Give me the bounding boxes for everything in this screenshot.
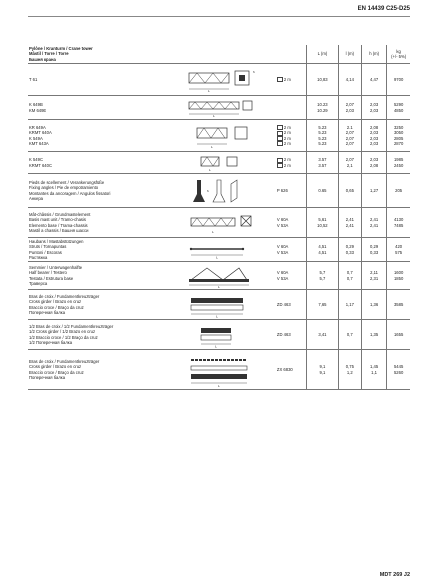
table-row	[28, 120, 410, 152]
value-line: 3,41	[318, 331, 327, 337]
value-line: 2,41	[370, 217, 379, 223]
value-kg	[387, 350, 410, 390]
value-line: 2,08	[370, 125, 379, 131]
svg-text:L: L	[209, 167, 212, 172]
value-line: 2805	[393, 135, 404, 141]
col-header-h: h (m)	[361, 45, 386, 64]
value-line: 2,03	[370, 157, 379, 163]
component-code	[275, 174, 307, 208]
name-line: Поперечная балка	[29, 309, 66, 315]
value-kg	[387, 290, 410, 320]
value-line: 2,1	[346, 162, 353, 168]
header-rule	[28, 16, 410, 17]
components-table	[28, 45, 410, 390]
component-code	[275, 152, 307, 174]
svg-text:L: L	[218, 284, 221, 288]
value-line: 2,31	[370, 275, 379, 281]
code-line	[277, 367, 305, 372]
table-row	[28, 174, 410, 208]
name-line: Semmier / Unterwagenhalfte	[29, 265, 83, 271]
name-line: Cross girder / Brazo en cruz	[29, 299, 82, 305]
page-number: MDT 269 J2	[379, 572, 410, 578]
code-text: 2 m	[283, 157, 291, 163]
value-line: 10,83	[317, 76, 328, 82]
name-line: Mastil a chassis / Башня шасси	[29, 227, 89, 233]
value-line: 10.23	[317, 102, 328, 108]
value-line: 2,41	[370, 222, 379, 228]
value-w	[338, 152, 361, 174]
value-line: 2,03	[345, 107, 354, 113]
name-line: Fixing angles / Pie de empotramiento	[29, 185, 99, 191]
value-l	[307, 262, 339, 290]
value-line: 2.1	[346, 125, 353, 131]
name-line: Puntoni / Escoras	[29, 249, 62, 255]
value-line: 2,03	[370, 107, 379, 113]
value-line: 4850	[393, 107, 404, 113]
name-line: 1/2 Braccio croce / 1/2 Braço da cruz	[29, 334, 98, 340]
value-line: 0,7	[346, 270, 353, 276]
name-line: Pieds de scellement / Verankerungsfüße	[29, 180, 105, 186]
value-line: 5,7	[319, 270, 326, 276]
section-box-icon	[277, 163, 283, 168]
value-line: 1,27	[370, 187, 379, 193]
table-row	[28, 96, 410, 120]
svg-text:L: L	[211, 144, 214, 149]
code-text: V 53A	[276, 275, 289, 281]
name-line: Basis mast unit / Tramo-chasis	[29, 217, 87, 223]
name-line: KRMT 640C	[29, 162, 52, 168]
value-h	[361, 320, 386, 350]
table-row	[28, 290, 410, 320]
value-w	[338, 290, 361, 320]
section-box-icon	[277, 141, 283, 146]
value-line: 9,1	[319, 369, 326, 375]
value-w	[338, 208, 361, 238]
value-line: 2,07	[345, 130, 354, 136]
component-code	[275, 120, 307, 152]
svg-text:h: h	[253, 69, 255, 74]
value-line: 2,03	[370, 102, 379, 108]
table-row	[28, 238, 410, 262]
component-name	[28, 262, 186, 290]
value-line: 10,52	[317, 222, 328, 228]
value-line: 5,61	[318, 217, 327, 223]
value-kg	[387, 64, 410, 96]
value-kg	[387, 152, 410, 174]
code-text: 2 m	[283, 76, 291, 82]
table-row	[28, 152, 410, 174]
value-l	[307, 238, 339, 262]
value-l	[307, 96, 339, 120]
name-line: KM 649E	[29, 107, 47, 113]
value-line: 1600	[393, 270, 404, 276]
name-line: Braccio croce / Braço da cruz	[29, 369, 84, 375]
component-drawing	[186, 238, 275, 262]
value-line: 420	[395, 244, 403, 250]
component-name	[28, 96, 186, 120]
name-line: Montantes da ancoragem / Angulos fissatori	[29, 190, 111, 196]
name-line: Cross girder / Brazo en cruz	[29, 364, 82, 370]
value-line: 0,29	[370, 244, 379, 250]
name-line: K 549C	[29, 157, 43, 163]
value-w	[338, 350, 361, 390]
code-text: V 53A	[276, 249, 289, 255]
value-line: 4,51	[318, 244, 327, 250]
code-text: 2 m	[283, 124, 291, 130]
value-line: 4,14	[345, 76, 354, 82]
component-drawing	[186, 208, 275, 238]
svg-text:L: L	[212, 229, 215, 234]
component-name	[28, 152, 186, 174]
value-kg	[387, 120, 410, 152]
code-text: 2 m	[283, 135, 291, 141]
title-line: Mâstil / Torre / Torre	[29, 51, 69, 57]
value-line: 4,51	[318, 249, 327, 255]
value-line: 3585	[393, 301, 404, 307]
value-line: 9,1	[319, 364, 326, 370]
code-text: V 60A	[276, 270, 289, 276]
value-w	[338, 238, 361, 262]
value-line: 7,65	[318, 301, 327, 307]
value-line: 5445	[393, 364, 404, 370]
code-text: 2 m	[283, 130, 291, 136]
name-line: Анкера	[29, 195, 43, 201]
value-line: 3050	[393, 130, 404, 136]
value-line: 0,75	[345, 364, 354, 370]
code-text: ZD 463	[276, 331, 291, 337]
name-line: T 61	[29, 76, 38, 82]
value-kg	[387, 208, 410, 238]
code-header	[275, 45, 307, 64]
value-l	[307, 208, 339, 238]
value-line: 2,07	[345, 157, 354, 163]
name-line: K 649B	[29, 102, 43, 108]
name-line: Bras de croix / Fundamentkreuzträger	[29, 294, 100, 300]
name-line: Траверса	[29, 280, 48, 286]
value-line: 2,03	[370, 140, 379, 146]
value-h	[361, 238, 386, 262]
value-w	[338, 96, 361, 120]
name-line: Half bearer / Testero	[29, 270, 67, 276]
value-line: 3.57	[318, 157, 327, 163]
name-line: Braccio croce / Braço da cruz	[29, 304, 84, 310]
value-line: 2,07	[345, 135, 354, 141]
value-line: 5.23	[318, 140, 327, 146]
name-line: Haubans / Mastabstützungen	[29, 239, 84, 245]
value-line: 1,45	[370, 364, 379, 370]
code-text: V 60A	[276, 217, 289, 223]
value-line: 5290	[393, 102, 404, 108]
value-line: 2,03	[370, 130, 379, 136]
value-line: 4,47	[370, 76, 379, 82]
value-line: 2450	[393, 162, 404, 168]
component-name	[28, 174, 186, 208]
section-box-icon	[277, 77, 283, 82]
value-w	[338, 174, 361, 208]
table-row	[28, 320, 410, 350]
value-line: 2,41	[345, 222, 354, 228]
code-text: ZX 6830	[276, 366, 293, 372]
svg-text:L: L	[215, 344, 218, 348]
value-line: 575	[395, 249, 403, 255]
value-l	[307, 64, 339, 96]
value-kg	[387, 262, 410, 290]
value-line: 9700	[393, 76, 404, 82]
value-h	[361, 152, 386, 174]
code-text: V 53A	[276, 222, 289, 228]
value-h	[361, 208, 386, 238]
name-line: Растяжка	[29, 254, 48, 260]
table-header-row	[28, 45, 410, 64]
name-line: 1/2 Cross girder / 1/2 Brazo en cruz	[29, 329, 96, 335]
component-name	[28, 350, 186, 390]
value-line: 2,11	[370, 270, 379, 276]
name-line: Mât-châssis / Grundmastelement	[29, 212, 91, 218]
code-line	[277, 188, 305, 193]
component-drawing	[186, 262, 275, 290]
code-line	[277, 302, 305, 307]
value-h	[361, 174, 386, 208]
table-row	[28, 64, 410, 96]
value-kg	[387, 238, 410, 262]
component-code	[275, 262, 307, 290]
table-row	[28, 350, 410, 390]
value-line: 5.23	[318, 135, 327, 141]
value-w	[338, 120, 361, 152]
section-box-icon	[277, 131, 283, 136]
value-l	[307, 120, 339, 152]
component-name	[28, 320, 186, 350]
value-line: 1985	[393, 157, 404, 163]
value-line: 1,17	[345, 301, 354, 307]
component-name	[28, 120, 186, 152]
value-line: 0,33	[370, 249, 379, 255]
value-w	[338, 64, 361, 96]
value-l	[307, 174, 339, 208]
value-w	[338, 320, 361, 350]
kg-label: kg	[396, 48, 401, 54]
value-line: 2,07	[345, 102, 354, 108]
value-kg	[387, 174, 410, 208]
value-line: 4130	[393, 217, 404, 223]
value-kg	[387, 320, 410, 350]
section-box-icon	[277, 158, 283, 163]
name-line: Elemento base / Trama-chassis	[29, 222, 88, 228]
value-line: 3250	[393, 125, 404, 131]
value-line: 1,1	[371, 369, 377, 375]
component-name	[28, 238, 186, 262]
value-h	[361, 64, 386, 96]
value-h	[361, 262, 386, 290]
name-line: KR 649A	[29, 125, 46, 131]
component-drawing	[186, 350, 275, 390]
code-line	[277, 77, 305, 82]
value-w	[338, 262, 361, 290]
picture-header	[186, 45, 275, 64]
value-line: 5260	[393, 369, 404, 375]
kg-tolerance: (+/- 5%)	[391, 54, 407, 59]
svg-text:h: h	[207, 188, 209, 193]
component-drawing	[186, 290, 275, 320]
code-text: 2 m	[283, 162, 291, 168]
code-text: V 60A	[276, 244, 289, 250]
value-line: 3.57	[318, 162, 327, 168]
table-title	[28, 45, 186, 64]
name-line: Testata / Estrutura base	[29, 275, 74, 281]
value-line: 1,35	[370, 331, 379, 337]
value-line: 0,29	[345, 244, 354, 250]
value-line: 205	[395, 187, 403, 193]
value-l	[307, 290, 339, 320]
value-line: 2,07	[345, 140, 354, 146]
value-line: 1850	[393, 275, 404, 281]
component-code	[275, 320, 307, 350]
component-drawing	[186, 320, 275, 350]
value-line: 2870	[393, 140, 404, 146]
value-line: 2,03	[370, 135, 379, 141]
component-name	[28, 208, 186, 238]
value-line: 1,2	[346, 369, 353, 375]
svg-text:L: L	[218, 383, 221, 388]
value-line: 2,41	[345, 217, 354, 223]
code-text: P 626	[276, 187, 288, 193]
title-line: Pylône / Kranturm / Crane tower	[29, 46, 93, 52]
col-header-l: L (m)	[307, 45, 339, 64]
value-kg	[387, 96, 410, 120]
svg-text:L: L	[213, 113, 216, 118]
value-line: 0,7	[346, 331, 353, 337]
component-code	[275, 350, 307, 390]
name-line: 1/2 Поперечная балка	[29, 339, 73, 345]
svg-text:L: L	[216, 314, 219, 318]
name-line: KRMT 640A	[29, 130, 52, 136]
name-line: 1/2 Bras de croix / 1/2 Fundamentkreuzträger	[29, 324, 114, 330]
component-code	[275, 64, 307, 96]
code-line	[277, 332, 305, 337]
value-h	[361, 290, 386, 320]
value-h	[361, 350, 386, 390]
code-line	[277, 223, 305, 228]
value-line: 0,33	[345, 249, 354, 255]
component-drawing	[186, 152, 275, 174]
value-l	[307, 350, 339, 390]
title-line: Башня крана	[29, 56, 56, 62]
value-line: 2,08	[370, 162, 379, 168]
code-text: 2 m	[283, 140, 291, 146]
value-h	[361, 120, 386, 152]
name-line: K 549A	[29, 135, 43, 141]
component-name	[28, 290, 186, 320]
code-line	[277, 141, 305, 146]
standard-label: EN 14439 C25-D25	[357, 6, 410, 12]
value-line: 1,36	[370, 301, 379, 307]
value-line: 5.23	[318, 125, 327, 131]
value-line: 0.65	[318, 187, 327, 193]
col-header-kg	[387, 45, 410, 64]
code-line	[277, 276, 305, 281]
value-line: 0,7	[346, 275, 353, 281]
value-line: 1655	[393, 331, 404, 337]
component-drawing	[186, 120, 275, 152]
table-row	[28, 208, 410, 238]
code-text: ZD 463	[276, 301, 291, 307]
component-drawing	[186, 64, 275, 96]
name-line: Struts / Tornapuntas	[29, 244, 67, 250]
value-line: 0,65	[345, 187, 354, 193]
component-name	[28, 64, 186, 96]
component-code	[275, 208, 307, 238]
value-line: 5,7	[319, 275, 326, 281]
svg-text:L: L	[216, 255, 219, 259]
code-line	[277, 250, 305, 255]
col-header-w: l (m)	[338, 45, 361, 64]
value-h	[361, 96, 386, 120]
code-line	[277, 163, 305, 168]
component-code	[275, 96, 307, 120]
value-l	[307, 152, 339, 174]
value-l	[307, 320, 339, 350]
component-code	[275, 238, 307, 262]
value-line: 10.29	[317, 107, 328, 113]
component-drawing	[186, 96, 275, 120]
component-drawing	[186, 174, 275, 208]
component-code	[275, 290, 307, 320]
name-line: Bras de croix / Fundamentkreuzträger	[29, 359, 100, 365]
value-line: 7485	[393, 222, 404, 228]
svg-text:L: L	[208, 88, 211, 93]
table-row	[28, 262, 410, 290]
value-line: 5.23	[318, 130, 327, 136]
name-line: KMT 643A	[29, 140, 49, 146]
name-line: Поперечная балка	[29, 374, 66, 380]
